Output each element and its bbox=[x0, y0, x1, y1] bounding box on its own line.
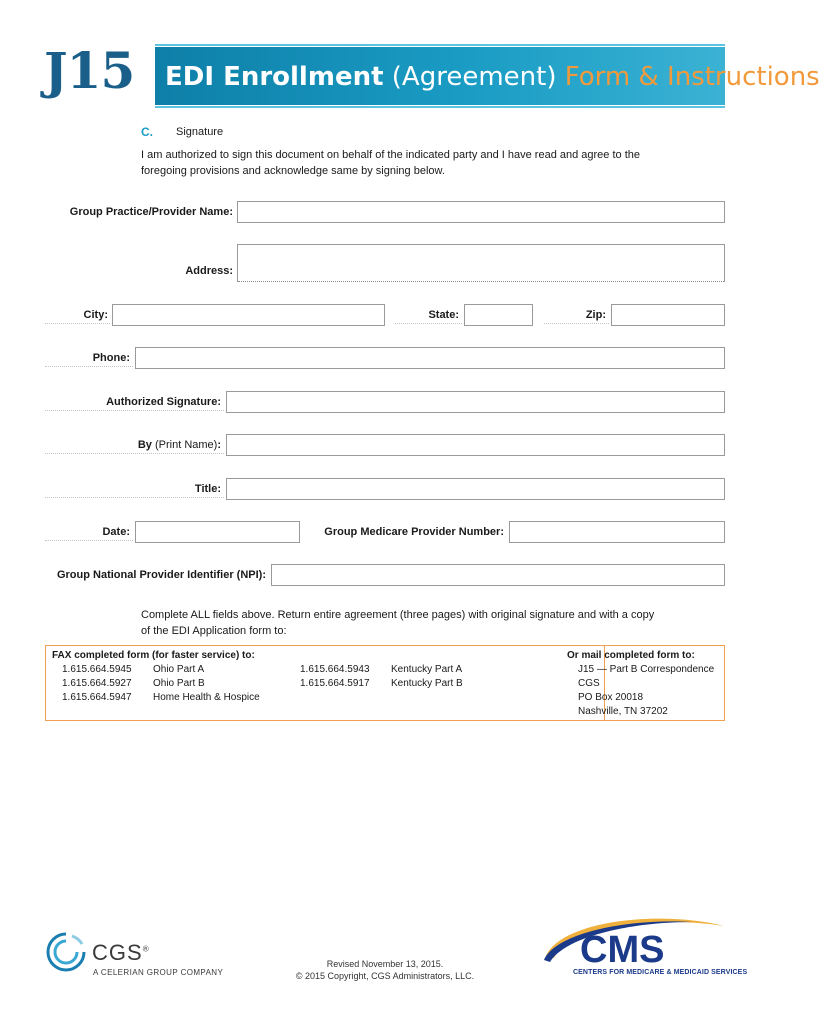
medicare-number-label: Group Medicare Provider Number: bbox=[324, 526, 504, 538]
mail-line: CGS bbox=[578, 678, 600, 689]
revised-date: Revised November 13, 2015. bbox=[326, 959, 444, 969]
signature-separator bbox=[45, 410, 224, 411]
title-orange: Form & Instructions bbox=[564, 62, 820, 92]
by-colon: : bbox=[217, 439, 221, 451]
print-name-paren: (Print Name) bbox=[154, 439, 218, 451]
npi-field[interactable] bbox=[271, 564, 725, 586]
npi-label: Group National Provider Identifier (NPI): bbox=[56, 569, 266, 581]
title-separator bbox=[45, 497, 224, 498]
date-label: Date: bbox=[102, 526, 130, 538]
print-name-label bbox=[40, 439, 221, 451]
signature-label: Authorized Signature: bbox=[106, 396, 221, 408]
fax-heading: FAX completed form (for faster service) to: bbox=[52, 650, 255, 661]
zip-label: Zip: bbox=[585, 309, 606, 321]
print-name-separator bbox=[45, 453, 224, 454]
mail-line: Nashville, TN 37202 bbox=[578, 706, 668, 717]
mail-line: J15 — Part B Correspondence bbox=[578, 664, 715, 675]
zip-field[interactable] bbox=[611, 304, 725, 326]
city-separator bbox=[45, 323, 110, 324]
contact-box bbox=[45, 645, 725, 721]
section-letter: C. bbox=[141, 125, 153, 139]
city-field[interactable] bbox=[112, 304, 385, 326]
banner-bottom-rule bbox=[155, 106, 725, 108]
section-title: Signature bbox=[176, 126, 224, 138]
title-bold: EDI Enrollment bbox=[165, 62, 384, 92]
cgs-name-text: CGS bbox=[92, 940, 143, 965]
cgs-registered-mark: ® bbox=[142, 944, 150, 954]
fax-number: 1.615.664.5945 bbox=[62, 664, 132, 675]
footer bbox=[285, 958, 485, 982]
mail-line: PO Box 20018 bbox=[578, 692, 644, 703]
print-name-field[interactable] bbox=[226, 434, 725, 456]
date-separator bbox=[45, 540, 133, 541]
phone-separator bbox=[45, 366, 133, 367]
copyright: © 2015 Copyright, CGS Administrators, LLC. bbox=[295, 971, 475, 981]
group-practice-label: Group Practice/Provider Name: bbox=[69, 206, 233, 218]
by-word: By bbox=[137, 439, 152, 451]
address-label: Address: bbox=[185, 265, 233, 277]
page-title bbox=[165, 62, 820, 92]
date-field[interactable] bbox=[135, 521, 300, 543]
phone-label: Phone: bbox=[92, 352, 130, 364]
banner-top-rule bbox=[155, 44, 725, 46]
phone-field[interactable] bbox=[135, 347, 725, 369]
fax-label: Home Health & Hospice bbox=[153, 692, 260, 703]
cgs-tagline: A CELERIAN GROUP COMPANY bbox=[93, 968, 224, 977]
medicare-number-field[interactable] bbox=[509, 521, 725, 543]
return-instructions: Complete ALL fields above. Return entire agreement (three pages) with original signature and with a copy of the EDI Application form to: bbox=[141, 609, 655, 637]
fax-number: 1.615.664.5927 bbox=[62, 678, 132, 689]
cms-logo bbox=[542, 912, 727, 970]
address-field[interactable] bbox=[237, 244, 725, 282]
fax-label: Ohio Part A bbox=[153, 664, 205, 675]
group-practice-field[interactable] bbox=[237, 201, 725, 223]
city-label: City: bbox=[83, 309, 108, 321]
cms-tagline: CENTERS FOR MEDICARE & MEDICAID SERVICES bbox=[573, 969, 748, 976]
state-separator bbox=[395, 323, 462, 324]
mail-heading: Or mail completed form to: bbox=[567, 650, 695, 661]
state-field[interactable] bbox=[464, 304, 533, 326]
title-field[interactable] bbox=[226, 478, 725, 500]
state-label: State: bbox=[428, 309, 459, 321]
fax-label: Kentucky Part A bbox=[391, 664, 463, 675]
j15-logo: J15 bbox=[44, 41, 135, 100]
cgs-logo-icon bbox=[44, 930, 88, 974]
fax-label: Ohio Part B bbox=[153, 678, 205, 689]
section-intro: I am authorized to sign this document on behalf of the indicated party and I have read and agree to the foregoing provisions and acknowledge same by signing below. bbox=[141, 149, 640, 177]
fax-label: Kentucky Part B bbox=[391, 678, 463, 689]
fax-number: 1.615.664.5947 bbox=[62, 692, 132, 703]
fax-number: 1.615.664.5943 bbox=[300, 664, 370, 675]
zip-separator bbox=[544, 323, 609, 324]
title-label: Title: bbox=[194, 483, 221, 495]
cms-wordmark: CMS bbox=[580, 929, 665, 971]
cgs-name bbox=[92, 940, 150, 966]
title-light: (Agreement) bbox=[391, 62, 557, 92]
fax-number: 1.615.664.5917 bbox=[300, 678, 370, 689]
signature-field[interactable] bbox=[226, 391, 725, 413]
